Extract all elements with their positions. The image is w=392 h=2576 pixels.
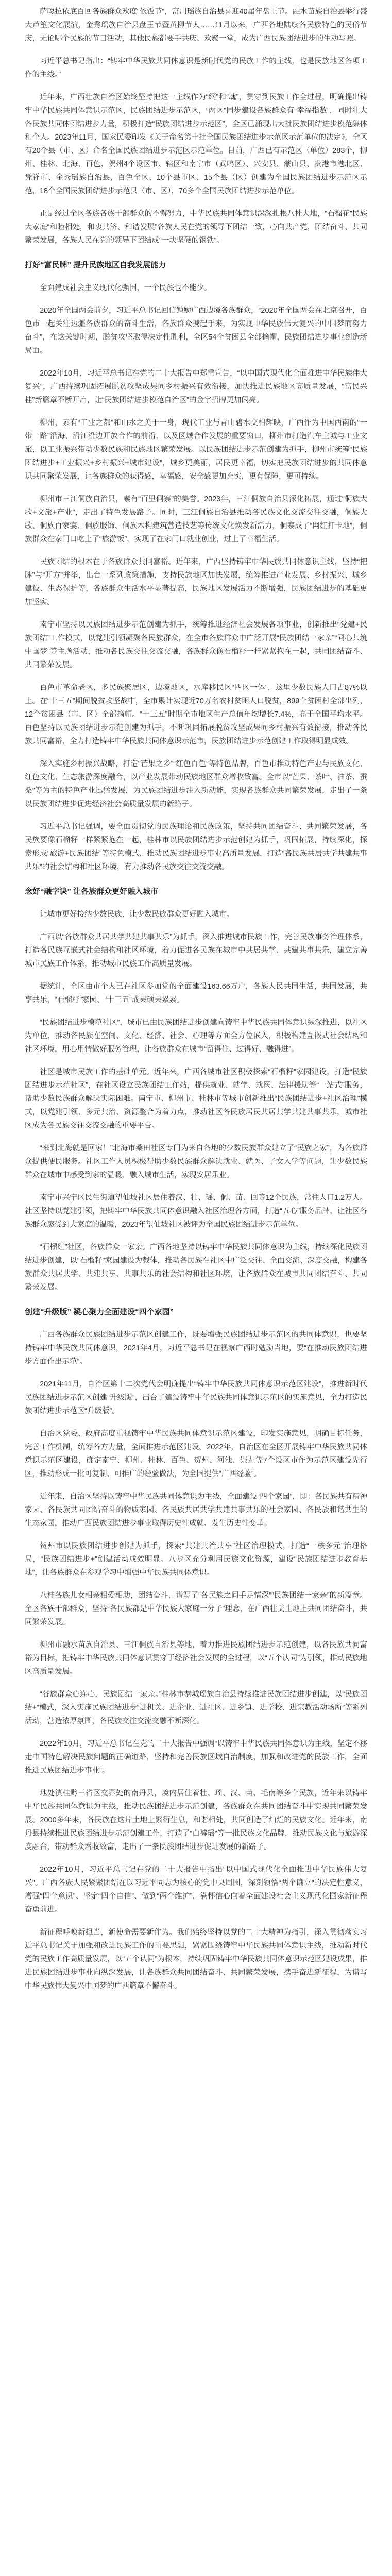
article-paragraph: “石榴红”社区，各族群众一家亲。广西各地坚持以铸牢中华民族共同体意识为主线，持续深化民族团结进步创建，以“石榴籽”家园建设为载体，推动各民族在社区中广泛交往、全面交流、深度交融，构建各族群众共居共学、共建共享、共事共乐的社会结构和社区环境，让各族群众在城市共同团结奋斗、共同繁荣发展。 — [25, 1243, 367, 1292]
article-paragraph: 民族团结的根本在于各族群众共同富裕。近年来，广西坚持铸牢中华民族共同体意识主线，坚持“把脉”与“开方”并举，出台一系列政策措施，支持民族地区加快发展，统筹推进产业发展、乡村振兴、城乡建设、生态保护等，各族群众生活水平显著提高，民族地区发展活力不断增强，民族团结进步的基础更加坚实。 — [25, 558, 367, 606]
article-paragraph: 广西以“各族群众共居共学共建共事共乐”为抓手，深入推进城市民族工作，完善民族事务治理体系，打造各民族互嵌式社会结构和社区环境，着力促进各民族在城市中共居共学、共建共事共乐，建立完善城市民族工作体系，推动城市民族工作高质量发展。 — [25, 933, 367, 968]
article-paragraph: 柳州，素有“工业之都”和山水之美于一身，现代工业与青山碧水交相辉映，广西作为中国西南的“一带一路”沿海、沿江沿边开放合作的前沿，以及区域合作发展的重要窗口，柳州市打造汽车主城与工业文旅，以工业振兴带动少数民族和民族地区繁荣发展。以民族团结进步示范创建为抓手，柳州市统筹“民族团结进步+工业振兴+乡村振兴+城市建设”，城乡更美丽，居民更幸福，切实把民族团结进步的共同体意识共同繁荣发展，让各族群众的获得感，幸福感，安全感更加充实，更有保障，更可持续。 — [25, 419, 367, 481]
section-heading: 创建“升级版” 凝心聚力全面建设“四个家园” — [25, 1308, 174, 1316]
article-paragraph: 2022年10月，习近平总书记在党的二十大报告中郑重宣告，“以中国式现代化全面推进中华民族伟大复兴”，广西持续巩固拓展脱贫攻坚成果同乡村振兴有效衔接，加快推进民族地区高质量发展，“富民兴桂”新篇章不断开启，让“民族团结进步模范自治区”的金字招牌更加闪亮。 — [25, 369, 367, 404]
article-paragraph: 百色市革命老区，多民族聚居区，边境地区，水库移民区“四区一体”，这里少数民族人口占87%以上。在“十三五”期间脱贫攻坚战中，全市累计实现近70万名农村贫困人口脱贫，899个贫困村全部出列，12个贫困县（市、区）全部摘帽。“十三五”时期全市地区生产总值年均增长7.4%，高于全国平均水平。百色坚持以民族团结进步示范创建为抓手，不断巩固拓展脱贫攻坚成果同乡村振兴有效衔接，推动各民族共同富裕，全力打造铸牢中华民族共同体意识示范市，民族团结进步示范创建工作取得明显成效。 — [25, 684, 367, 745]
article-paragraph: 让城市更好接纳少数民族，让少数民族群众更好融入城市。 — [40, 910, 234, 919]
article-paragraph: 2022年10月，习近平总书记在党的二十大报告中指出“以中国式现代化全面推进中华民族伟大复兴”。广西各族人民紧紧团结在以习近平同志为核心的党中央周围，深刻领悟“两个确立”的决定性意义，增强“四个意识”、坚定“四个自信”、做到“两个维护”，满怀信心向着全面建设社会主义现代化国家新征程奋勇前进。 — [25, 1866, 367, 1914]
article-paragraph: 南宁市坚持以民族团结进步示范创建为抓手，统筹推进经济社会发展各项事业，创新推出“党建+民族团结”工作模式，以党建引领凝聚各民族群众，在全市各族群众中广泛开展“民族团结一家亲”“同心共筑中国梦”等主题活动，推动各民族交往交流交融，各族群众像石榴籽一样紧紧抱在一起，共同团结奋斗、共同繁荣发展。 — [25, 621, 367, 669]
article-paragraph: 自治区党委、政府高度重视铸牢中华民族共同体意识示范区建设，印发实施意见，明确目标任务，完善工作机制，统筹各方力量，全面推进示范区建设。2022年，自治区在全区开展铸牢中华民族共同体意识示范区建设，确定南宁、柳州、桂林、百色、贺州、河池、崇左等7个设区市作为示范区建设先行区，推动形成一批可复制、可推广的经验做法，为全国提供“广西经验”。 — [25, 1430, 367, 1478]
article-paragraph: 地处滇桂黔三省区交界处的南丹县，境内居住着壮、瑶、汉、苗、毛南等多个民族，近年来以铸牢中华民族共同体意识为主线，推动民族团结进步示范创建，各族群众在共同团结奋斗中实现共同繁荣发展。2000多年来，各民族在这片土地上繁衍生息，和谐相处，共同创造了灿烂的民族文化。近年来，南丹县持续推进民族团结进步示范创建工作，打造了“白裤瑶”等一批民族文化品牌，推动民族文化与旅游深度融合，带动群众增收致富，走出了一条民族团结进步促进发展的新路子。 — [25, 1789, 367, 1851]
article-paragraph: 习近平总书记指出：“铸牢中华民族共同体意识是新时代党的民族工作的主线，也是民族地区各项工作的主线。” — [25, 57, 367, 79]
article-paragraph: 贺州市以民族团结进步创建为抓手，探索“共建共治共享”社区治理模式，打造“一核多元”治理格局，“民族团结进步+”创建活动成效明显。八步区充分利用民族文化资源，建设“民族团结进步教育基地”，让各族群众在参观学习中增强中华民族共同体意识。 — [25, 1542, 367, 1577]
article-paragraph: 2022年10月，习近平总书记在党的二十大报告中强调“以铸牢中华民族共同体意识为主线，坚定不移走中国特色解决民族问题的正确道路，坚持和完善民族区域自治制度，加强和改进党的民族工作，全面推进民族团结进步事业”。 — [25, 1740, 367, 1775]
article-paragraph: 正是经过全区各族各族干部群众的不懈努力，中华民族共同体意识深深扎根八桂大地，“石榴花”民族大家庭“和睦相处，和衷共济、和谐发展”各族人民在党的领导下团结一致，心向共产党，团结奋斗、共同繁荣发展，各族人民在党的领导下团结成“一块坚硬的钢铁”。 — [25, 210, 367, 245]
article-paragraph: 习近平总书记强调，要全面贯彻党的民族理论和民族政策，坚持共同团结奋斗、共同繁荣发展，各民族要像石榴籽一样紧紧抱在一起，桂林市以民族团结进步示范创建为抓手，巩固拓展，持续深化，探索形成“旅游+民族团结”等特色模式，推动民族团结进步事业高质量发展，打造“各民族共居共学共建共事共乐”的社会结构和社区环境，有力推动各民族交往交流交融。 — [25, 823, 367, 871]
article-paragraph: “来到北海就是回家！”北海市桑田社区专门为来自各地的少数民族群众建立了“民族之家”，为各族群众提供便民服务。社区工作人员积极帮助少数民族群众解决就业、就医、子女入学等问题，让少数民族群众在城市中感受到家的温暖，融入城市生活，实现安居乐业。 — [25, 1144, 367, 1179]
section-heading: 念好“融字诀” 让各族群众更好融入城市 — [25, 887, 159, 896]
section-heading: 打好“富民牌” 提升民族地区自我发展能力 — [25, 261, 166, 269]
article-paragraph: “民族团结进步模范社区”，城市已由民族团结进步创建向铸牢中华民族共同体意识纵深推进，以社区为单位，推动各民族在空间、文化、经济、社会、心理等方面全方位嵌入，积极构建互嵌式社会结构和社区环境，用心用情做好服务管理，让各族群众在城市“留得住、过得好、融得进”。 — [25, 1019, 367, 1054]
article-paragraph: 社区是城市民族工作的基础单元。近年来，广西各城市社区积极探索“石榴籽”家园建设，打造“民族团结进步示范社区”，在社区设立民族团结工作站，提供就业、就学、就医、法律援助等“一站式”服务，帮助少数民族群众解决实际困难。南宁市、柳州市、桂林市等城市创新推出“民族团结进步+社区治理”模式，以党建引领、多元共治、资源整合为着力点，推动社区各民族居民共居共学共建共事共乐，城市社区成为各民族交往交流交融的重要平台。 — [25, 1068, 367, 1130]
article-paragraph: 萨嘎拉依底百回各族群众欢度“依饭节”，富川瑶族自治县喜迎40届年盘王节。融水苗族自治县举行盛大芦笙文化展演，金秀瑶族自治县盘王节暨黄柳节人……11月以来，广西各地陆续各民族特色的民俗节庆，无论哪个民族的节日活动，其他民族都要手共庆、欢聚一堂，成为广西民族团结进步的生动写照。 — [25, 8, 367, 43]
article-paragraph: 柳州市融水苗族自治县、三江侗族自治县等地，着力推进民族团结进步示范创建，以各民族共同富裕为目标，把铸牢中华民族共同体意识贯穿于经济社会发展的全过程，以“五个认同”为引领，推动民族地区高质量发展。 — [25, 1641, 367, 1676]
article-paragraph: 八桂各族儿女相亲相爱相助，团结奋斗，谱写了“各民族之间手足情深”“民族团结一家亲”的新篇章。全区各族干部群众，坚持“各民族都是中华民族大家庭一分子”理念，在广西壮美土地上共同团结奋斗，共同繁荣发展。 — [25, 1591, 367, 1626]
article-paragraph: 2020年全国两会前夕，习近平总书记回信勉励广西边境各族群众，“2020年全国两会在北京召开，百色市一起关注边疆各族群众的奋斗生活，各族群众携起手来，为实现中华民族伟大复兴的中国梦而努力奋斗”，在这关键时期，脱贫攻坚取得决定性胜利，全区54个贫困县全部摘帽，民族团结进步事业创造新局面。 — [25, 307, 367, 355]
article-paragraph: 据统计，全区由市个人已在社区参加党的全面建设163.66万户，各族人民共同生活，共同发展，共享共乐，“石榴籽”家园、“十三五”成果硕果累累。 — [25, 982, 367, 1004]
article-paragraph: 2021年11月，自治区第十二次党代会明确提出“铸牢中华民族共同体意识示范区建设”，推进新时代民族团结进步示范区创建“升级版”，出台了建设铸牢中华民族共同体意识示范区的实施意见，全力打造民族团结进步示范区“升级版”。 — [25, 1380, 367, 1415]
article-paragraph: 近年来，自治区坚持以铸牢中华民族共同体意识为主线，全面建设“四个家园”，即：各民族共有精神家园、各民族共同团结奋斗的物质家园、各民族共居共学共建共事共乐的社会家园、各民族和谐共生的生态家园，推动广西民族团结进步事业取得历史性成就、发生历史性变革。 — [25, 1493, 367, 1528]
article-paragraph: 新征程呼唤新担当，新使命需要新作为。我们始终坚持以党的二十大精神为指引，深入贯彻落实习近平总书记关于加强和改进民族工作的重要思想，紧紧围绕铸牢中华民族共同体意识主线，推动新时代党的民族工作高质量发展，以“五个认同”为根本，持续巩固铸牢中华民族共同体意识示范区建设成果，推进民族团结进步事业向纵深发展，让各族群众共同团结奋斗、共同繁荣发展，携手奋进新征程，为谱写中华民族伟大复兴中国梦的广西篇章不懈奋斗。 — [25, 1928, 367, 1990]
article-paragraph: 深入实施乡村振兴战略，打造“芒果之乡”“红色百色”等特色品牌，百色市推动特色产业与民族文化、红色文化、生态旅游深度融合，以产业发展带动民族地区群众增收致富。全市以“芒果、茶叶、油茶、蚕桑”等为主的特色产业迅猛发展，为民族团结进步注入新动能，实现各族群众共同繁荣发展，走出了一条以民族团结进步促进经济社会高质量发展的新路子。 — [25, 760, 367, 808]
article-paragraph: 近年来，广西壮族自治区始终坚持把这一主线作为“纲”和“魂”，贯穿到民族工作全过程，明确提出铸牢中华民族共同体意识示范区，民族团结进步示范区，“两区”同步建设各族群众有“幸福指数”，同时壮大各民族共同体团结进步力量，积极打造“民族团结进步示范区”，全区已涌现出大批民族团结进步模范集体和个人。2023年11月，国家民委印发《关于命名第十批全国民族团结进步示范区示范单位的决定》，全区有20个县（市、区）命名全国民族团结进步示范区示范单位。目前，广西已有示范区（单位）283个，柳州、桂林、北海、百色、贺州4个设区市、辖区和南宁市（武鸣区）、兴安县、蒙山县、贵港市港北区、凭祥市、金秀瑶族自治县，百色全区、10个县市区、15个县（区）创建为全国民族团结进步示范区示范，18个全国民族团结进步示范县（市、区），70多个全国民族团结进步示范单位。 — [25, 93, 367, 195]
article-paragraph: 柳州市三江侗族自治县，素有“百里侗寨”的美誉。2023年，三江侗族自治县深化拓展，通过“侗族大歌+文旅+产业”，走出了特色发展路子。同时，三江侗族自治县推动各民族文化交流交往交融，侗族大歌、侗族百家宴、侗族服饰、侗族木构建筑营造技艺等传统文化焕发新活力，侗寨成了“网红打卡地”，侗族群众在家门口吃上了“旅游饭”，实现了在家门口就业创业，过上了幸福生活。 — [25, 495, 367, 544]
article-paragraph: 全面建成社会主义现代化强国，一个民族也不能少。 — [40, 284, 212, 292]
article-paragraph: 南宁市兴宁区民生街道望仙坡社区居住着汉、壮、瑶、侗、苗、回等12个民族，常住人口1.2万人。社区坚持以党建引领，把铸牢中华民族共同体意识融入社区治理各方面，打造“五心”服务品牌，让社区各族群众感受到大家庭的温暖，2023年望仙坡社区被评为全国民族团结进步示范单位。 — [25, 1194, 367, 1229]
article-paragraph: “各族群众心连心，民族团结一家亲。”桂林市恭城瑶族自治县持续推进民族团结进步创建，以“民族团结+”模式，深入实施民族团结进步“进机关、进企业、进社区、进乡镇、进学校、进宗教活动场所”等系列活动，营造浓厚氛围，各民族交往交流交融不断深化。 — [25, 1690, 367, 1725]
article-paragraph: 广西各族群众民族团结进步示范区创建工作，既要增强民族团结进步示范区的共同体意识，也要坚持铸牢中华民族共同体意识，2021年4月，习近平总书记在视察广西时勉励当地，要“在推动民族团结进步方面作出示范”。 — [25, 1331, 367, 1366]
